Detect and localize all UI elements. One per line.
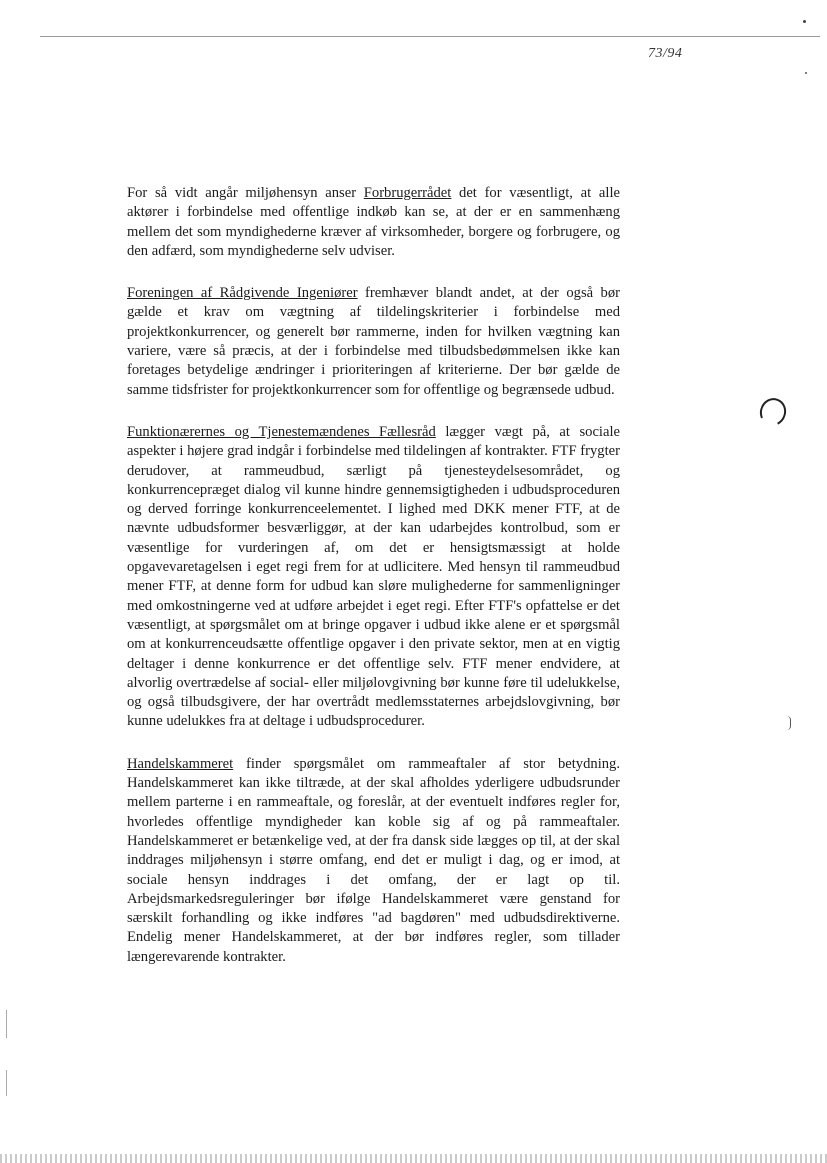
paragraph-text: det for væsentligt, at alle aktører i forbindelse med offentlige indkøb kan se, at der er en sammenhæng mellem det som myndighederne kræver af virksomheder, borgere og forbrugere, og den adfærd, som myndighederne selv udviser.: [127, 185, 620, 259]
paragraph-fri: [127, 284, 620, 400]
page-number: 73/94: [648, 46, 683, 61]
paragraph-text: lægger vægt på, at sociale aspekter i højere grad indgår i forbindelse med tildelingen af kontrakter. FTF frygter derudover, at rammeudbud, særligt på tjenesteydelsesområdet, og konkurrencepræget dialog vil kunne hindre gennemsigtigheden i udbudsproceduren og derved forringe konkurrenceelementet. I lighed med DKK mener FTF, at de nævnte udbudsformer besværliggør, at der kan udarbejdes kontrolbud, som er væsentlige for vurderingen af, om det er hensigtsmæssigt at holde opgavevaretagelsen i eget regi frem for at udlicitere. Med hensyn til rammeudbud mener FTF, at denne form for udbud kan sløre mulighederne for sammenligninger med omkostningerne ved at udføre arbejdet i eget regi. Efter FTF's opfattelse er det væsentligt, at spørgsmålet om at bringe opgaver i udbud ikke alene er et spørgsmål om at konkurrenceudsætte offentlige opgaver i den private sektor, men at en vigtig deltager i denne konkurrence er det offentlige selv. FTF mener endvidere, at alvorlig overtrædelse af social- eller miljølovgivning bør kunne føre til udelukkelse, og også tilbudsgivere, der har overtrådt medlemsstaternes arbejdslovgivning, bør kunne udelukkes fra at deltage i udbudsprocedurer.: [127, 423, 620, 730]
scan-margin-line: [6, 1010, 7, 1038]
paragraph-handelskammeret: [127, 755, 620, 967]
paragraph-text: finder spørgsmålet om rammeaftaler af stor betydning. Handelskammeret kan ikke tiltræde, at der skal afholdes yderligere udbudsrunder mellem parterne i en rammeaftale, og foreslår, at der eventuelt indføres regler for, hvorledes offentlige myndigheder kan koble sig af og på rammeaftaler. Handelskammeret er betænkelige ved, at der fra dansk side lægges op til, at der skal inddrages miljøhensyn i større omfang, end det er muligt i dag, og er imod, at sociale hensyn inddrages i det omfang, der er lagt op til. Arbejdsmarkedsreguleringer bør ifølge Handelskammeret være genstand for særskilt forhandling og ikke indføres "ad bagdøren" med udbudsdirektiverne. Endelig mener Handelskammeret, at der bør indføres regler, som tillader længerevarende kontrakter.: [127, 755, 620, 965]
paragraph-forbrugerraadet: [127, 184, 620, 261]
document-body: [127, 184, 620, 990]
scan-punch-hole-mark: [756, 394, 790, 429]
organization-name: Forbrugerrådet: [363, 185, 452, 201]
organization-name: Handelskammeret: [127, 755, 234, 772]
organization-name: Funktionærernes og Tjenestemændenes Fællesråd: [127, 423, 436, 440]
scan-speck: [803, 20, 806, 23]
scan-speck: [805, 72, 807, 74]
paragraph-lead: For så vidt angår miljøhensyn anser: [127, 185, 364, 201]
header-rule: [40, 36, 820, 37]
scan-bottom-noise: [0, 1154, 827, 1163]
paragraph-text: fremhæver blandt andet, at der også bør gælde et krav om vægtning af tildelingskriterier i forbindelse med projektkonkurrencer, og generelt bør rammerne, inden for hvilken vægtning kan variere, være så præcis, at der i forbindelse med tilbudsbedømmelsen ikke kan foretages betydelige ændringer i prioriteringen af kriterierne. Der bør gælde de samme tidsfrister for projektkonkurrencer som for offentlige og begrænsede udbud.: [127, 285, 620, 398]
scan-edge-mark: [787, 716, 791, 730]
scan-margin-line: [6, 1070, 7, 1096]
organization-name: Foreningen af Rådgivende Ingeniører: [127, 285, 358, 302]
paragraph-ftf: [127, 423, 620, 732]
